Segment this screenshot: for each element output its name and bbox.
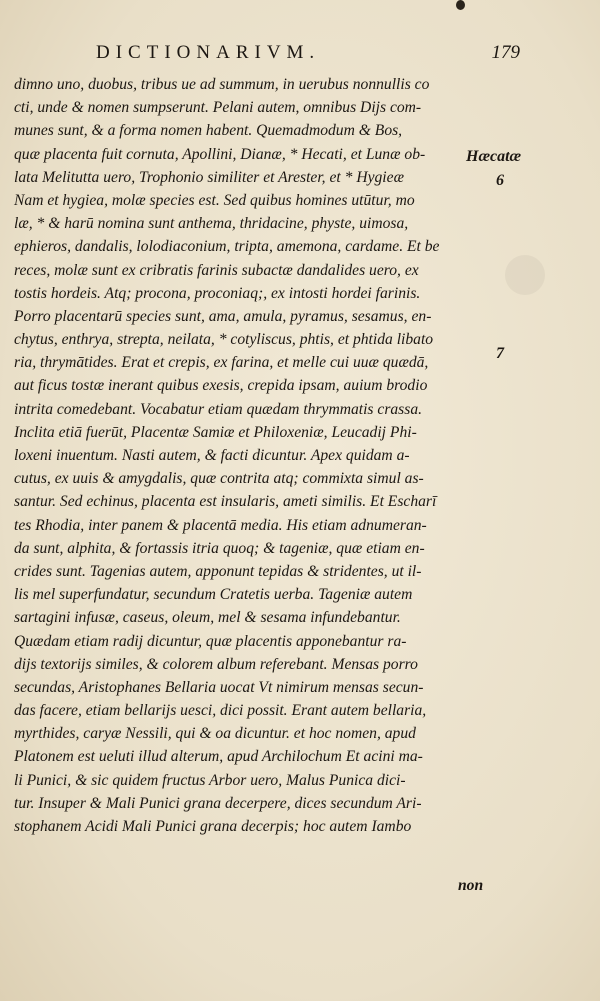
text-line: intrita comedebant. Vocabatur etiam quædam thrymmatis crassa. [14,400,423,418]
page-number: 179 [491,42,520,63]
text-line: cutus, ex uuis & amygdalis, quæ contrita atq; commixta simul as- [14,470,424,488]
text-line: chytus, enthrya, strepta, neilata, * cotyliscus, phtis, et phtida libato [14,331,434,349]
text-line: lata Melitutta uero, Trophonio similiter et Arester, et * Hygieæ [14,168,404,186]
text-line: li Punici, & sic quidem fructus Arbor uero, Malus Punica dici- [14,771,406,789]
ink-blot [456,0,465,10]
text-line: munes sunt, & a forma nomen habent. Quemadmodum & Bos, [14,122,403,140]
text-line: sartagini infusæ, caseus, oleum, mel & sesama infundebantur. [14,609,401,627]
text-line: læ, * & harū nomina sunt anthema, thridacine, physte, uimosa, [14,215,409,233]
running-head: DICTIONARIVM. [96,42,321,63]
margin-note: 6 [496,172,504,189]
text-line: reces, molæ sunt ex cribratis farinis subactæ dandalides uero, ex [14,261,419,279]
text-line: dimno uno, duobus, tribus ue ad summum, in uerubus nonnullis co [14,76,430,93]
text-line: ria, thrymātides. Erat et crepis, ex farina, et melle cui uuæ quædā, [14,354,429,372]
text-line: das facere, etiam bellarijs uesci, dici possit. Erant autem bellaria, [14,702,427,720]
show-through-stain [505,255,545,295]
text-line: ephieros, dandalis, lolodiaconium, tripta, amemona, cardame. Et be [14,238,440,256]
text-line: dijs textorijs similes, & colorem album referebant. Mensas porro [14,655,418,673]
text-line: santur. Sed echinus, placenta est insularis, ameti similis. Et Escharī [14,493,437,511]
text-line: stophanem Acidi Mali Punici grana decerpis; hoc autem Iambo [14,818,412,835]
text-line: cti, unde & nomen sumpserunt. Pelani autem, omnibus Dijs com- [14,99,422,117]
text-line: tostis hordeis. Atq; procona, proconiaq;, ex intosti hordei farinis. [14,284,421,302]
text-line: Porro placentarū species sunt, ama, amula, pyramus, sesamus, en- [14,307,432,325]
page-header [80,42,520,68]
text-line: tur. Insuper & Mali Punici grana decerpere, dices secundum Ari- [14,794,422,812]
text-line: lis mel superfundatur, secundum Cratetis uerba. Tageniæ autem [14,586,413,604]
text-line: myrthides, caryæ Nessili, qui & oa dicuntur. et hoc nomen, apud [14,725,416,743]
text-line: loxeni inuentum. Nasti autem, & facti dicuntur. Apex quidam a- [14,447,410,464]
text-line: tes Rhodia, inter panem & placentā media. His etiam adnumeran- [14,516,427,534]
text-line: Nam et hygiea, molæ species est. Sed quibus homines utūtur, mo [14,191,415,209]
text-line: aut ficus tostæ inerant quibus exesis, crepida ipsam, auium brodio [14,377,428,395]
text-line: quæ placenta fuit cornuta, Apollini, Dianæ, * Hecati, et Lunæ ob- [14,145,426,163]
margin-note: Hæcatæ [466,148,522,165]
text-line: da sunt, alphita, & fortassis itria quoq; & tageniæ, quæ etiam en- [14,539,425,557]
text-line: crides sunt. Tagenias autem, apponunt tepidas & stridentes, ut il- [14,562,422,580]
text-line: secundas, Aristophanes Bellaria uocat Vt nimirum mensas secun- [14,678,424,696]
text-line: Platonem est ueluti illud alterum, apud Archilochum Et acini ma- [14,748,423,766]
margin-note: 7 [496,345,504,362]
text-line: Quædam etiam radij dicuntur, quæ placentis apponebantur ra- [14,632,407,650]
body-text [14,73,484,838]
text-line: Inclita etiā fuerūt, Placentæ Samiæ et Philoxeniæ, Leucadij Phi- [14,423,417,441]
catchword: non [458,877,484,894]
